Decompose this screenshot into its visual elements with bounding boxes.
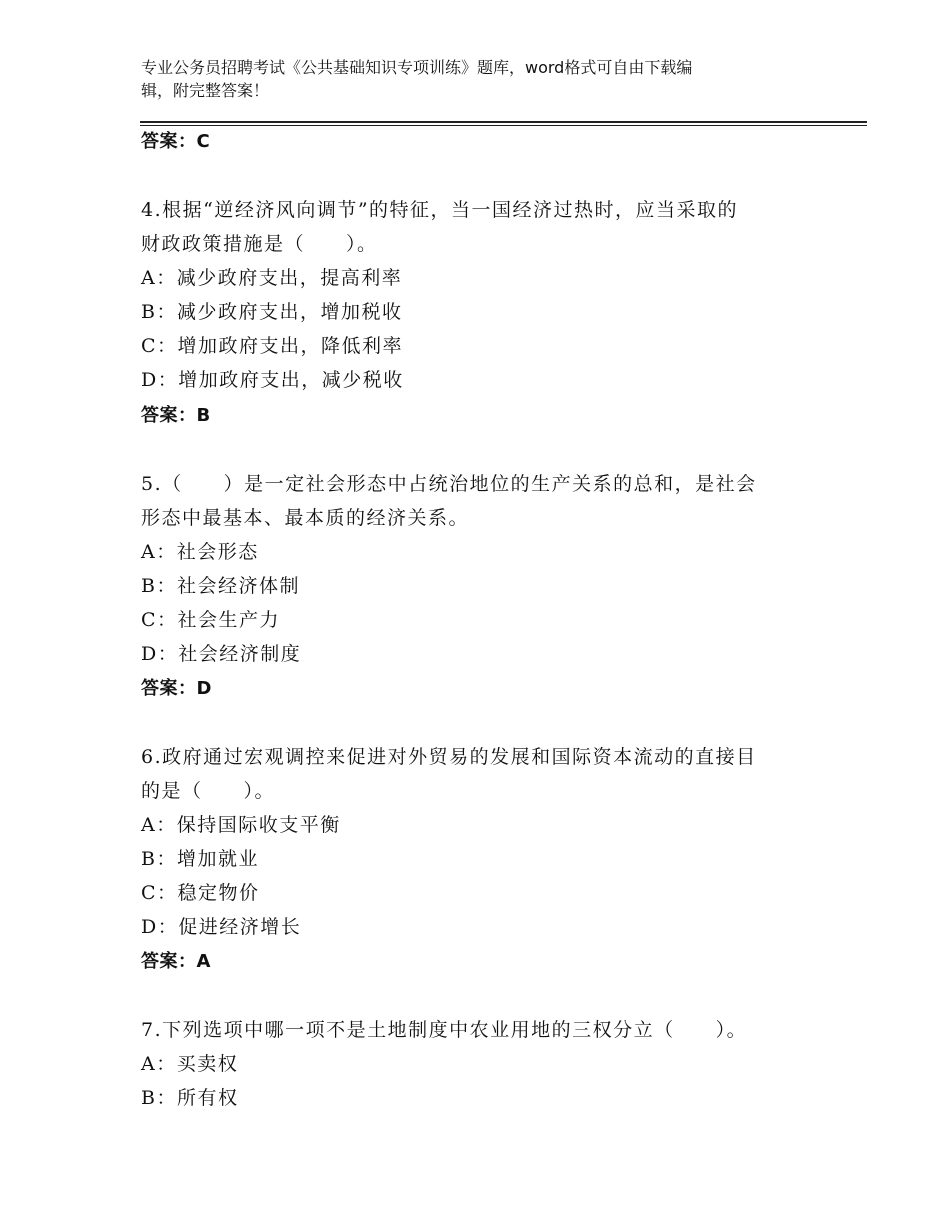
question-stem-line: 财政政策措施是（ ）。: [141, 233, 378, 255]
option-c: C：增加政府支出，降低利率: [141, 335, 404, 357]
header-divider-bottom: [140, 125, 867, 126]
question-stem-line: 形态中最基本、最本质的经济关系。: [141, 507, 470, 529]
header-line-2: 辑，附完整答案！: [141, 81, 270, 100]
option-b: B：社会经济体制: [141, 575, 300, 597]
document-header: [141, 56, 791, 102]
question-stem-line: 的是（ ）。: [141, 780, 276, 802]
header-line-1: 专业公务员招聘考试《公共基础知识专项训练》题库，word格式可自由下载编: [141, 58, 693, 77]
option-a: A：买卖权: [141, 1053, 239, 1075]
answer: 答案：A: [141, 951, 211, 972]
option-a: A：保持国际收支平衡: [141, 814, 341, 836]
option-d: D：促进经济增长: [141, 916, 302, 938]
answer: 答案：D: [141, 678, 212, 699]
question-stem-line: 6.政府通过宏观调控来促进对外贸易的发展和国际资本流动的直接目: [141, 746, 757, 768]
option-b: B：增加就业: [141, 848, 259, 870]
previous-answer: 答案：C: [141, 131, 211, 152]
option-d: D：社会经济制度: [141, 643, 302, 665]
question-stem-line: 4.根据“逆经济风向调节”的特征，当一国经济过热时，应当采取的: [141, 199, 739, 221]
option-b: B：所有权: [141, 1087, 239, 1109]
option-b: B：减少政府支出，增加税收: [141, 301, 403, 323]
question-stem-line: 7.下列选项中哪一项不是土地制度中农业用地的三权分立（ ）。: [141, 1019, 748, 1041]
option-c: C：稳定物价: [141, 882, 260, 904]
question-stem-line: 5.（ ）是一定社会形态中占统治地位的生产关系的总和，是社会: [141, 473, 757, 495]
header-divider-top: [140, 121, 867, 123]
answer: 答案：B: [141, 405, 211, 426]
option-a: A：社会形态: [141, 541, 259, 563]
option-a: A：减少政府支出，提高利率: [141, 267, 403, 289]
option-c: C：社会生产力: [141, 609, 281, 631]
option-d: D：增加政府支出，减少税收: [141, 369, 404, 391]
